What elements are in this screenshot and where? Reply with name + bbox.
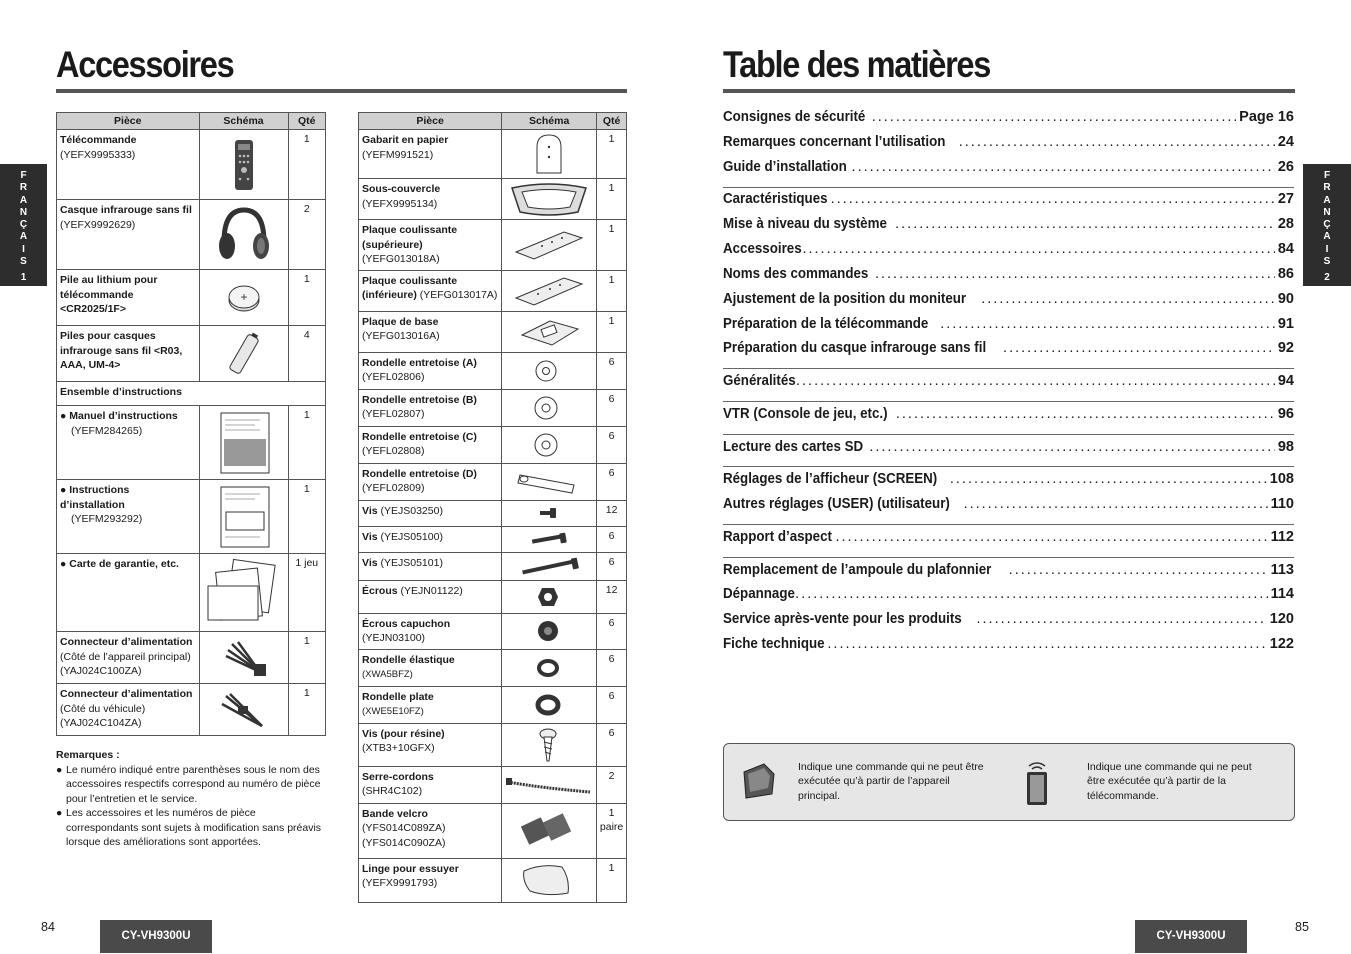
spacer-washer-c-icon bbox=[502, 428, 596, 462]
side-tab-right: F R A N Ç A I S 2 bbox=[1303, 164, 1351, 286]
header-qty: Qté bbox=[597, 113, 627, 130]
note-item: ● Le numéro indiqué entre parenthèses sous le nom des accessoires respectifs correspond au numéro de pièce pour l’entretien et le service. bbox=[56, 763, 321, 805]
toc-entry[interactable]: Dépannage ..... 114 bbox=[723, 586, 1294, 608]
table-row: Connecteur d’alimentation (Côté du véhicule) (YAJ024C104ZA) 1 bbox=[57, 684, 326, 736]
velcro-icon bbox=[502, 805, 596, 857]
table-row: Vis (pour résine) (XTB3+10GFX) 6 bbox=[359, 723, 627, 766]
vehicle-connector-icon bbox=[200, 686, 288, 734]
remote-control-icon bbox=[200, 132, 288, 198]
resin-screw-icon bbox=[502, 725, 596, 765]
accessories-table-1 bbox=[56, 112, 326, 736]
toc-separator bbox=[723, 187, 1294, 188]
page-number-right: 85 bbox=[1295, 920, 1309, 934]
toc-separator bbox=[723, 466, 1294, 467]
toc-entry[interactable]: Remarques concernant l’utilisation ..... 24 bbox=[723, 134, 1294, 156]
headphones-icon bbox=[200, 202, 288, 268]
wiping-cloth-icon bbox=[502, 859, 596, 901]
table-row: Rondelle entretoise (C) (YEFL02808) 6 bbox=[359, 426, 627, 463]
toc-entry[interactable]: Généralités ..... 94 bbox=[723, 373, 1294, 395]
svg-text:+: + bbox=[240, 289, 248, 304]
table-row: Écrous (YEJN01122) 12 bbox=[359, 580, 627, 613]
table-row: Vis (YEJS05100) 6 bbox=[359, 526, 627, 552]
table-row: ● Instructions d’installation (YEFM293292) 1 bbox=[57, 480, 326, 554]
base-plate-icon bbox=[502, 313, 596, 351]
table-row: Plaque coulissante (supérieure) (YEFG013018A) 1 bbox=[359, 220, 627, 271]
nut-icon bbox=[502, 582, 596, 612]
accessories-table-2 bbox=[358, 112, 627, 903]
toc-entry[interactable]: Réglages de l’afficheur (SCREEN) ..... 108 bbox=[723, 471, 1294, 493]
toc-entry[interactable]: Noms des commandes ..... 86 bbox=[723, 266, 1294, 288]
spacer-washer-b-icon bbox=[502, 391, 596, 425]
manual-icon bbox=[200, 408, 288, 478]
table-row: Écrous capuchon (YEJN03100) 6 bbox=[359, 613, 627, 649]
toc-entry[interactable]: VTR (Console de jeu, etc.) ..... 96 bbox=[723, 406, 1294, 428]
table-row: Linge pour essuyer (YEFX9991793) 1 bbox=[359, 858, 627, 902]
toc-entry[interactable]: Préparation de la télécommande ..... 91 bbox=[723, 316, 1294, 338]
model-badge-left: CY-VH9300U bbox=[100, 920, 212, 953]
side-tab-left: F R A N Ç A I S 1 bbox=[0, 164, 47, 286]
toc-entry[interactable]: Préparation du casque infrarouge sans fil ..... 92 bbox=[723, 340, 1294, 362]
toc-entry[interactable]: Consignes de sécurité ..... Page 16 bbox=[723, 109, 1294, 131]
main-unit-icon bbox=[740, 760, 778, 800]
toc-separator bbox=[723, 434, 1294, 435]
table-row: Plaque coulissante (inférieure) (YEFG013017A) 1 bbox=[359, 270, 627, 311]
long-screw-icon bbox=[502, 554, 596, 578]
table-row: Rondelle plate (XWE5E10FZ) 6 bbox=[359, 686, 627, 723]
toc-entry[interactable]: Remplacement de l’ampoule du plafonnier ..... 113 bbox=[723, 562, 1294, 584]
header-piece: Pièce bbox=[359, 113, 502, 130]
table-row: Piles pour casques infrarouge sans fil <R03, AAA, UM-4> 4 bbox=[57, 326, 326, 382]
title-rule bbox=[723, 89, 1295, 93]
slide-plate-upper-icon bbox=[502, 226, 596, 264]
toc-entry[interactable]: Ajustement de la position du moniteur ..... 90 bbox=[723, 291, 1294, 313]
header-piece: Pièce bbox=[57, 113, 200, 130]
table-row: Rondelle entretoise (D) (YEFL02809) 6 bbox=[359, 463, 627, 500]
install-guide-icon bbox=[200, 482, 288, 552]
header-qty: Qté bbox=[288, 113, 325, 130]
table-row: Rondelle entretoise (A) (YEFL02806) 6 bbox=[359, 352, 627, 389]
table-row: Pile au lithium pour télécommande <CR2025/1F> + 1 bbox=[57, 270, 326, 326]
short-screw-icon bbox=[502, 502, 596, 524]
slide-plate-lower-icon bbox=[502, 272, 596, 310]
toc-entry[interactable]: Lecture des cartes SD ..... 98 bbox=[723, 439, 1294, 461]
cap-nut-icon bbox=[502, 615, 596, 647]
model-badge-right: CY-VH9300U bbox=[1135, 920, 1247, 953]
toc-separator bbox=[723, 524, 1294, 525]
toc-entry[interactable]: Accessoires ..... 84 bbox=[723, 241, 1294, 263]
toc-entry[interactable]: Autres réglages (USER) (utilisateur) ..... 110 bbox=[723, 496, 1294, 518]
note-item: ● Les accessoires et les numéros de pièce correspondants sont sujets à modification sans préavis lorsque des améliorations sont apportées. bbox=[56, 807, 322, 848]
toc-entry[interactable]: Service après-vente pour les produits ..... 120 bbox=[723, 611, 1294, 633]
title-rule bbox=[56, 89, 627, 93]
toc-entry[interactable]: Caractéristiques ..... 27 bbox=[723, 191, 1294, 213]
toc-entry[interactable]: Mise à niveau du système ..... 28 bbox=[723, 216, 1294, 238]
table-row: Vis (YEJS03250) 12 bbox=[359, 500, 627, 526]
toc-separator bbox=[723, 368, 1294, 369]
table-row: Télécommande (YEFX9995333) 1 bbox=[57, 130, 326, 200]
spring-washer-icon bbox=[502, 651, 596, 685]
medium-screw-icon bbox=[502, 528, 596, 550]
table-row: Vis (YEJS05101) 6 bbox=[359, 552, 627, 580]
table-row: Sous-couvercle (YEFX9995134) 1 bbox=[359, 179, 627, 220]
notes bbox=[56, 748, 326, 850]
right-page-title: Table des matières bbox=[723, 44, 991, 85]
header-schema: Schéma bbox=[502, 113, 597, 130]
paper-template-icon bbox=[502, 131, 596, 177]
table-row-group: Ensemble d’instructions bbox=[57, 382, 326, 406]
table-header bbox=[359, 113, 627, 130]
toc-separator bbox=[723, 401, 1294, 402]
left-page-title: Accessoires bbox=[56, 44, 234, 85]
table-row: Rondelle entretoise (B) (YEFL02807) 6 bbox=[359, 389, 627, 426]
table-row: Casque infrarouge sans fil (YEFX9992629) 2 bbox=[57, 200, 326, 270]
spacer-washer-d-icon bbox=[502, 465, 596, 499]
power-connector-icon bbox=[200, 634, 288, 682]
remote-control-icon bbox=[1024, 760, 1050, 806]
table-row: Plaque de base (YEFG013016A) 1 bbox=[359, 311, 627, 352]
header-schema: Schéma bbox=[199, 113, 288, 130]
table-row: ● Carte de garantie, etc. 1 jeu bbox=[57, 554, 326, 632]
coin-battery-icon bbox=[200, 272, 288, 324]
aaa-battery-icon bbox=[200, 328, 288, 380]
table-row: Gabarit en papier (YEFM991521) 1 bbox=[359, 130, 627, 179]
toc-entry[interactable]: Rapport d’aspect ..... 112 bbox=[723, 529, 1294, 551]
toc-entry[interactable]: Fiche technique ..... 122 bbox=[723, 636, 1294, 658]
table-header bbox=[57, 113, 326, 130]
legend-remote-text: Indique une commande qui ne peut être exécutée qu’à partir de la télécommande. bbox=[1087, 761, 1252, 802]
notes-title: Remarques : bbox=[56, 749, 120, 761]
table-row: ● Manuel d’instructions (YEFM284265) 1 bbox=[57, 406, 326, 480]
toc-separator bbox=[723, 557, 1294, 558]
table-row: Bande velcro (YFS014C089ZA) (YFS014C090ZA) 1 paire bbox=[359, 803, 627, 858]
cable-tie-icon bbox=[502, 768, 596, 802]
table-row: Connecteur d’alimentation (Côté de l’appareil principal) (YAJ024C100ZA) 1 bbox=[57, 632, 326, 684]
flat-washer-icon bbox=[502, 689, 596, 721]
toc-entry[interactable]: Guide d’installation ..... 26 bbox=[723, 159, 1294, 181]
table-row: Serre-cordons (SHR4C102) 2 bbox=[359, 766, 627, 803]
legend-main-unit-text: Indique une commande qui ne peut être exécutée qu’à partir de l’appareil principal. bbox=[798, 761, 984, 802]
spacer-washer-a-icon bbox=[502, 354, 596, 388]
sub-cover-icon bbox=[502, 180, 596, 218]
warranty-cards-icon bbox=[200, 556, 288, 630]
page-number-left: 84 bbox=[41, 920, 55, 934]
table-row: Rondelle élastique (XWA5BFZ) 6 bbox=[359, 649, 627, 686]
legend-box bbox=[723, 743, 1295, 821]
